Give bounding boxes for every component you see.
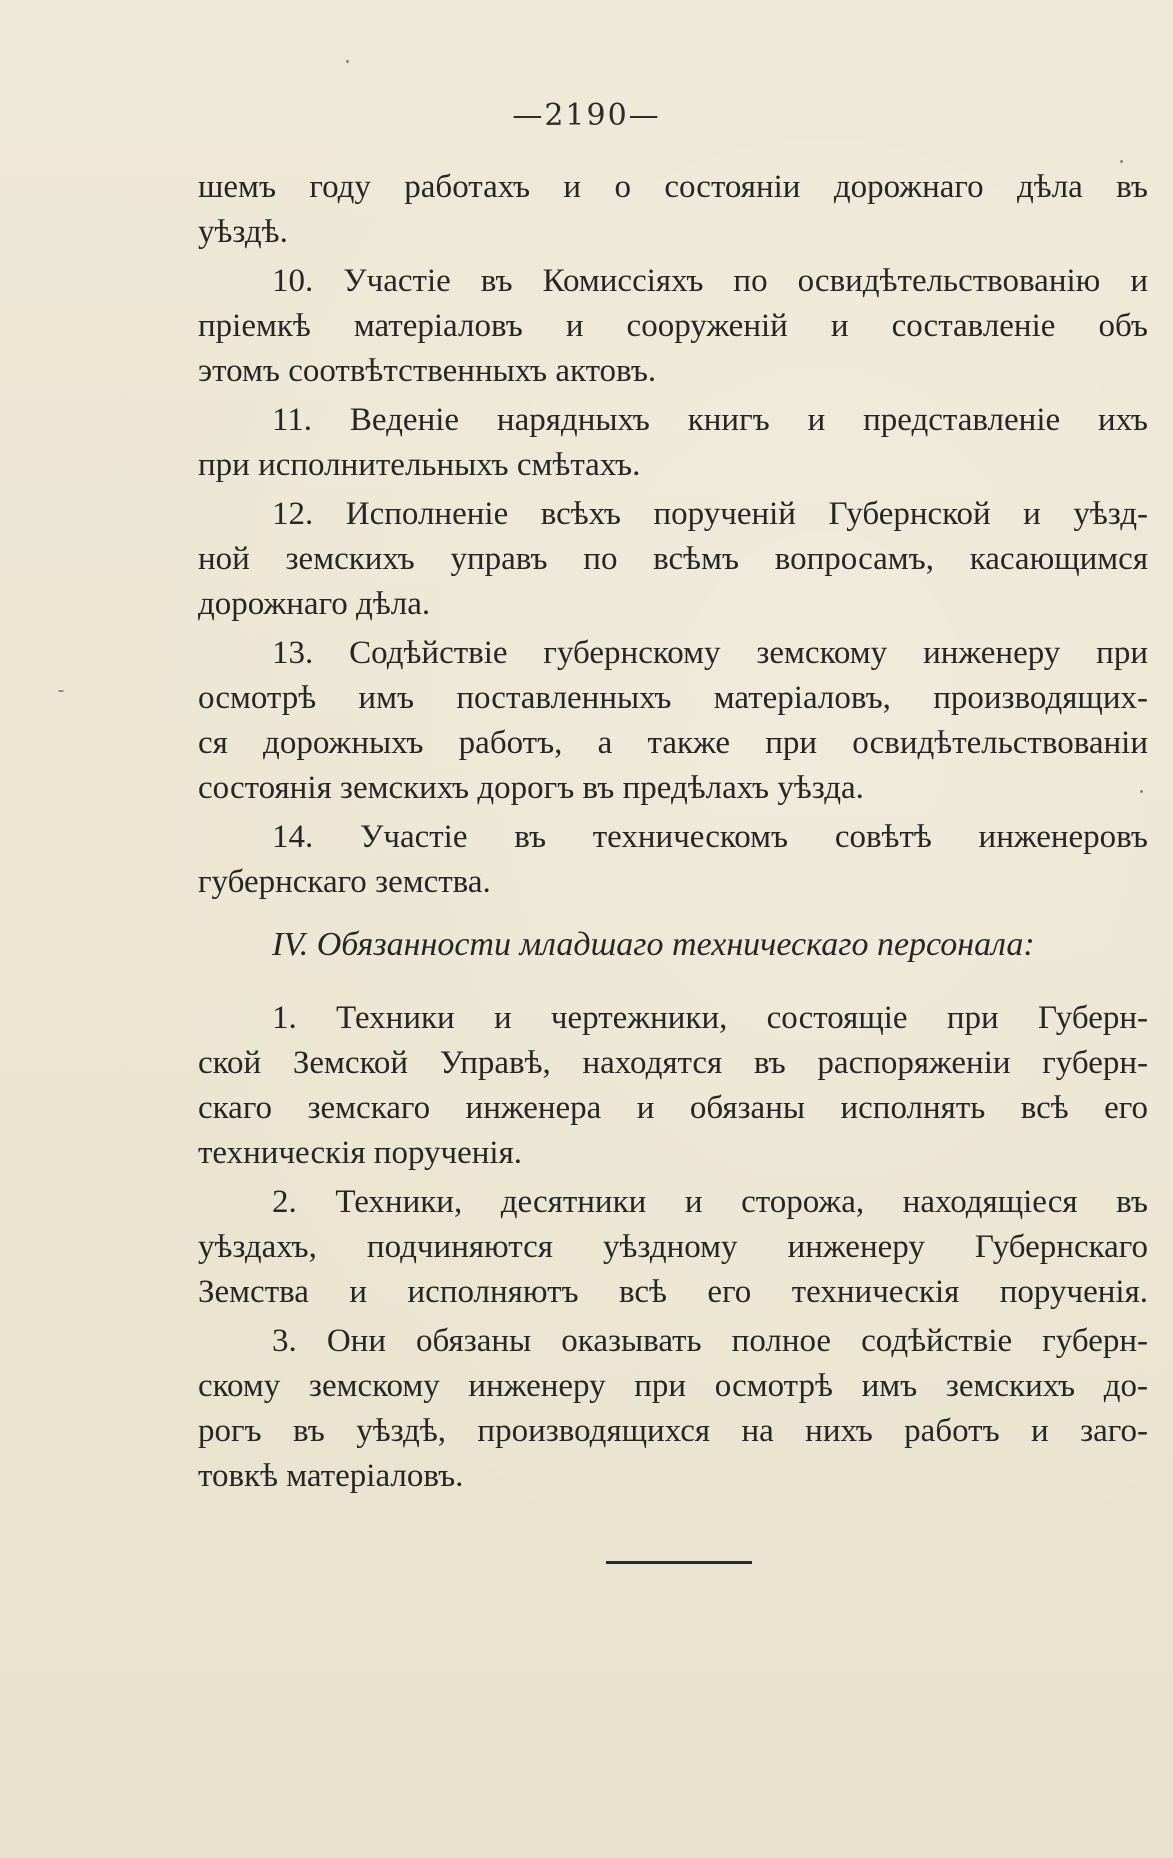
- list-item-12-line: 12. Исполненіе всѣхъ порученій Губернской и уѣзд-: [272, 496, 1148, 532]
- text-line: Земства и исполняютъ всѣ его техническія порученія.: [198, 1274, 1148, 1310]
- text-line: состоянія земскихъ дорогъ въ предѣлахъ уѣзда.: [198, 770, 864, 806]
- section-heading: IV. Обязанности младшаго техническаго персонала:: [272, 926, 1035, 963]
- text-line: пріемкѣ матеріаловъ и сооруженій и составленіе объ: [198, 308, 1148, 344]
- list-item-3-line: 3. Они обязаны оказывать полное содѣйствіе губерн-: [272, 1323, 1148, 1359]
- text-line: уѣздахъ, подчиняются уѣздному инженеру Губернскаго: [198, 1229, 1148, 1265]
- list-item-1-line: 1. Техники и чертежники, состоящіе при Губерн-: [272, 1000, 1148, 1036]
- text-line: осмотрѣ имъ поставленныхъ матеріаловъ, производящих-: [198, 680, 1148, 716]
- text-line: шемъ году работахъ и о состояніи дорожнаго дѣла въ: [198, 169, 1148, 205]
- text-line: техническія порученія.: [198, 1135, 523, 1171]
- text-line: губернскаго земства.: [198, 864, 491, 900]
- paper-speck: [1140, 790, 1143, 793]
- list-item-2-line: 2. Техники, десятники и сторожа, находящіеся въ: [272, 1184, 1148, 1220]
- text-line: уѣздѣ.: [198, 214, 288, 250]
- text-line: дорожнаго дѣла.: [198, 586, 431, 622]
- text-line: скому земскому инженеру при осмотрѣ имъ земскихъ до-: [198, 1368, 1148, 1404]
- text-line: товкѣ матеріаловъ.: [198, 1458, 464, 1494]
- text-line: скаго земскаго инженера и обязаны исполнять всѣ его: [198, 1090, 1148, 1126]
- paper-speck: [58, 690, 64, 692]
- text-line: ся дорожныхъ работъ, а также при освидѣтельствованіи: [198, 725, 1148, 761]
- text-line: этомъ соотвѣтственныхъ актовъ.: [198, 353, 657, 389]
- list-item-11-line: 11. Веденіе нарядныхъ книгъ и представленіе ихъ: [272, 402, 1148, 438]
- text-line: рогъ въ уѣздѣ, производящихся на нихъ работъ и заго-: [198, 1413, 1148, 1449]
- end-rule: [606, 1561, 752, 1564]
- paper-speck: [346, 60, 349, 63]
- text-line: ской Земской Управѣ, находятся въ распоряженіи губерн-: [198, 1045, 1148, 1081]
- text-line: ной земскихъ управъ по всѣмъ вопросамъ, касающимся: [198, 541, 1148, 577]
- page-number: —2190—: [512, 98, 661, 133]
- list-item-13-line: 13. Содѣйствіе губернскому земскому инженеру при: [272, 635, 1148, 671]
- text-line: при исполнительныхъ смѣтахъ.: [198, 447, 641, 483]
- list-item-10-line: 10. Участіе въ Комиссіяхъ по освидѣтельствованію и: [272, 263, 1148, 299]
- paper-speck: [1120, 160, 1123, 163]
- list-item-14-line: 14. Участіе въ техническомъ совѣтѣ инженеровъ: [272, 819, 1148, 855]
